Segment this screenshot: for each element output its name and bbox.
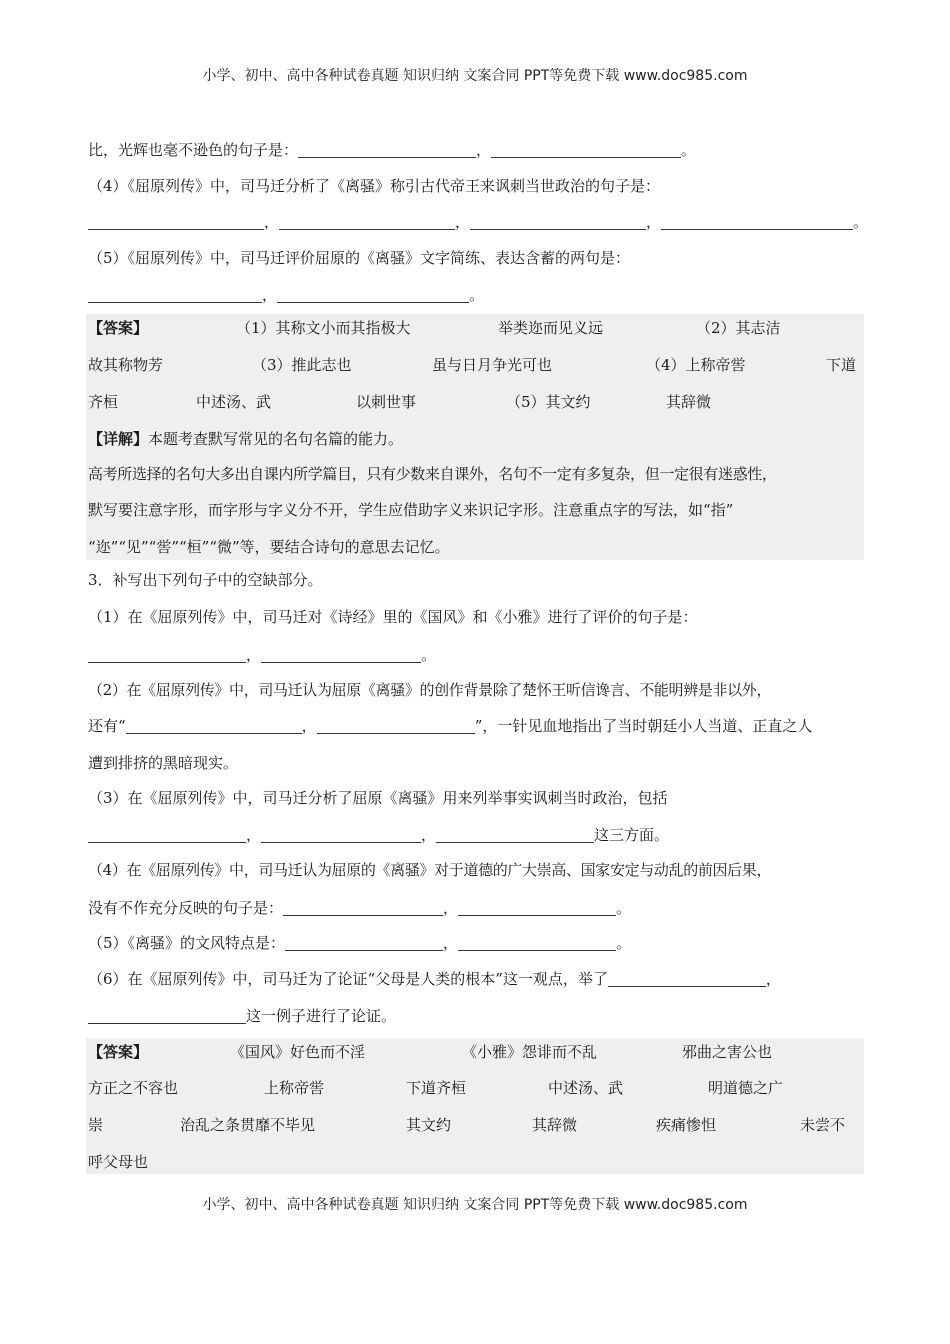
- q3-item-4-text: 没有不作充分反映的句子是：: [88, 899, 284, 917]
- q2-detail-4: “迩”“见”“喾”“桓”“微”等，要结合诗句的意思去记忆。: [88, 538, 450, 556]
- q2-item-4: （4）《屈原列传》中，司马迁分析了《离骚》称引古代帝王来讽刺当世政治的句子是：: [88, 177, 661, 195]
- q3-item-2-line-3: 遭到排挤的黑暗现实。: [88, 754, 239, 772]
- q3-item-1-blanks: [88, 645, 436, 665]
- q3-item-1: （1）在《屈原列传》中，司马迁对《诗经》里的《国风》和《小雅》进行了评价的句子是：: [88, 608, 698, 626]
- answer-blank[interactable]: [126, 718, 302, 734]
- answer-blank[interactable]: [277, 287, 469, 303]
- answer-item: 举类迩而见义远: [498, 319, 604, 337]
- answer-item: 未尝不: [800, 1116, 846, 1134]
- answer-item: 《国风》好色而不淫: [230, 1043, 366, 1061]
- answer-item: 下道: [826, 356, 857, 374]
- answer-item: 疾痛惨怛: [656, 1116, 717, 1134]
- answer-item: 方正之不容也: [88, 1079, 179, 1097]
- detail-text: 本题考查默写常见的名句名篇的能力。: [148, 430, 404, 448]
- q3-item-2-text: ”，一针见血地指出了当时朝廷小人当道、正直之人: [474, 717, 813, 735]
- answer-blank[interactable]: [317, 718, 475, 734]
- comma: ，: [421, 826, 437, 844]
- answer-blank[interactable]: [88, 214, 264, 230]
- q3-item-6-text: （6）在《屈原列传》中，司马迁为了论证“父母是人类的根本”这一观点，举了: [88, 970, 608, 988]
- answer-blank[interactable]: [279, 214, 455, 230]
- answer-item: 治乱之条贯靡不毕见: [180, 1116, 316, 1134]
- answer-blank[interactable]: [88, 827, 246, 843]
- comma: ，: [246, 646, 262, 664]
- q3-title: 3．补写出下列句子中的空缺部分。: [88, 571, 323, 589]
- answer-blank[interactable]: [458, 900, 616, 916]
- answer-item: 其辞微: [666, 393, 712, 411]
- comma: ，: [262, 286, 278, 304]
- q3-item-5-text: （5）《离骚》的文风特点是：: [88, 934, 286, 952]
- answer-item: 明道德之广: [708, 1079, 784, 1097]
- answer-blank[interactable]: [470, 214, 646, 230]
- comma: ，: [246, 826, 262, 844]
- answer-label: 【答案】: [88, 1043, 149, 1061]
- answer-item: 崇: [88, 1116, 104, 1134]
- period: 。: [469, 286, 485, 304]
- q3-answer-row-3: [88, 1115, 860, 1135]
- answer-blank[interactable]: [298, 142, 476, 158]
- answer-item: 齐桓: [88, 393, 119, 411]
- answer-item: 中述汤、武: [196, 393, 272, 411]
- answer-blank[interactable]: [283, 900, 443, 916]
- q3-answer-row-1: [88, 1042, 860, 1062]
- answer-item: （5）其文约: [506, 393, 591, 411]
- q2-item-5: （5）《屈原列传》中，司马迁评价屈原的《离骚》文字简练、表达含蓄的两句是：: [88, 249, 631, 267]
- answer-item: 虽与日月争光可也: [432, 356, 553, 374]
- answer-item: （2）其志洁: [696, 319, 781, 337]
- q3-item-2-line-2: [88, 716, 812, 736]
- answer-blank[interactable]: [261, 827, 421, 843]
- comma: ，: [476, 141, 492, 159]
- q3-item-4: （4）在《屈原列传》中，司马迁认为屈原的《离骚》对于道德的广大崇高、国家安定与动乱的前因后果，: [88, 861, 772, 879]
- q2-detail-3: 默写要注意字形，而字形与字义分不开，学生应借助字义来识记字形。注意重点字的写法，如“指”: [88, 501, 734, 519]
- answer-item: 其文约: [406, 1116, 452, 1134]
- answer-item: 《小雅》怨诽而不乱: [462, 1043, 598, 1061]
- page-header: 小学、初中、高中各种试卷真题 知识归纳 文案合同 PPT等免费下载 www.doc985.com: [202, 68, 748, 84]
- q3-item-3-text: 这三方面。: [594, 826, 670, 844]
- answer-blank[interactable]: [261, 647, 421, 663]
- answer-item: 邪曲之害公也: [682, 1043, 773, 1061]
- q3-item-4-line-2: [88, 898, 631, 918]
- period: 。: [616, 934, 632, 952]
- q3-item-6-line-2: [88, 1006, 396, 1026]
- answer-item: （3）推此志也: [252, 356, 352, 374]
- period: 。: [421, 646, 437, 664]
- q3-item-2: （2）在《屈原列传》中，司马迁认为屈原《离骚》的创作背景除了楚怀王听信谗言、不能明辨是非以外，: [88, 681, 772, 699]
- q3-item-3: （3）在《屈原列传》中，司马迁分析了屈原《离骚》用来列举事实讽刺当时政治，包括: [88, 789, 668, 807]
- q2-answer-row-2: [88, 355, 860, 375]
- answer-blank[interactable]: [88, 287, 262, 303]
- answer-item: 其辞微: [532, 1116, 578, 1134]
- period: 。: [681, 141, 697, 159]
- answer-item: 中述汤、武: [548, 1079, 624, 1097]
- answer-blank[interactable]: [458, 935, 616, 951]
- comma: ，: [264, 213, 280, 231]
- period: 。: [616, 899, 632, 917]
- answer-item: 故其称物芳: [88, 356, 164, 374]
- q2-item-5-blanks: [88, 285, 484, 305]
- answer-blank[interactable]: [88, 647, 246, 663]
- comma: ，: [301, 717, 317, 735]
- q3-item-2-text: 还有“: [88, 717, 126, 735]
- q2-detail-1: [88, 429, 403, 449]
- answer-label: 【答案】: [88, 319, 149, 337]
- answer-blank[interactable]: [491, 142, 681, 158]
- comma: ，: [455, 213, 471, 231]
- comma: ，: [765, 970, 781, 988]
- q2-line-1-text: 比，光辉也毫不逊色的句子是：: [88, 141, 299, 159]
- answer-item: （1）其称文小而其指极大: [236, 319, 411, 337]
- q3-item-6-text: 这一例子进行了论证。: [246, 1007, 397, 1025]
- period: 。: [853, 213, 869, 231]
- q3-item-5: [88, 933, 631, 953]
- q3-item-6: [88, 969, 781, 989]
- q3-item-3-blanks: [88, 825, 669, 845]
- q3-answer-row-4: 呼父母也: [88, 1153, 149, 1171]
- answer-item: 下道齐桓: [406, 1079, 467, 1097]
- comma: ，: [646, 213, 662, 231]
- q3-answer-row-2: [88, 1078, 860, 1098]
- page-footer: 小学、初中、高中各种试卷真题 知识归纳 文案合同 PPT等免费下载 www.doc985.com: [202, 1197, 748, 1213]
- q2-line-1: [88, 140, 696, 160]
- q2-answer-row-1: [88, 318, 860, 338]
- answer-item: （4）上称帝喾: [646, 356, 746, 374]
- answer-blank[interactable]: [661, 214, 853, 230]
- q2-answer-row-3: [88, 392, 860, 412]
- q2-item-4-blanks: [88, 212, 868, 232]
- comma: ，: [443, 934, 459, 952]
- comma: ，: [443, 899, 459, 917]
- detail-label: 【详解】: [88, 430, 149, 448]
- answer-item: 上称帝喾: [264, 1079, 325, 1097]
- answer-blank[interactable]: [608, 971, 766, 987]
- answer-item: 以刺世事: [356, 393, 417, 411]
- answer-blank[interactable]: [88, 1008, 246, 1024]
- q2-detail-2: 高考所选择的名句大多出自课内所学篇目，只有少数来自课外，名句不一定有多复杂，但一定很有迷惑性，: [88, 465, 777, 483]
- answer-blank[interactable]: [436, 827, 594, 843]
- answer-blank[interactable]: [285, 935, 443, 951]
